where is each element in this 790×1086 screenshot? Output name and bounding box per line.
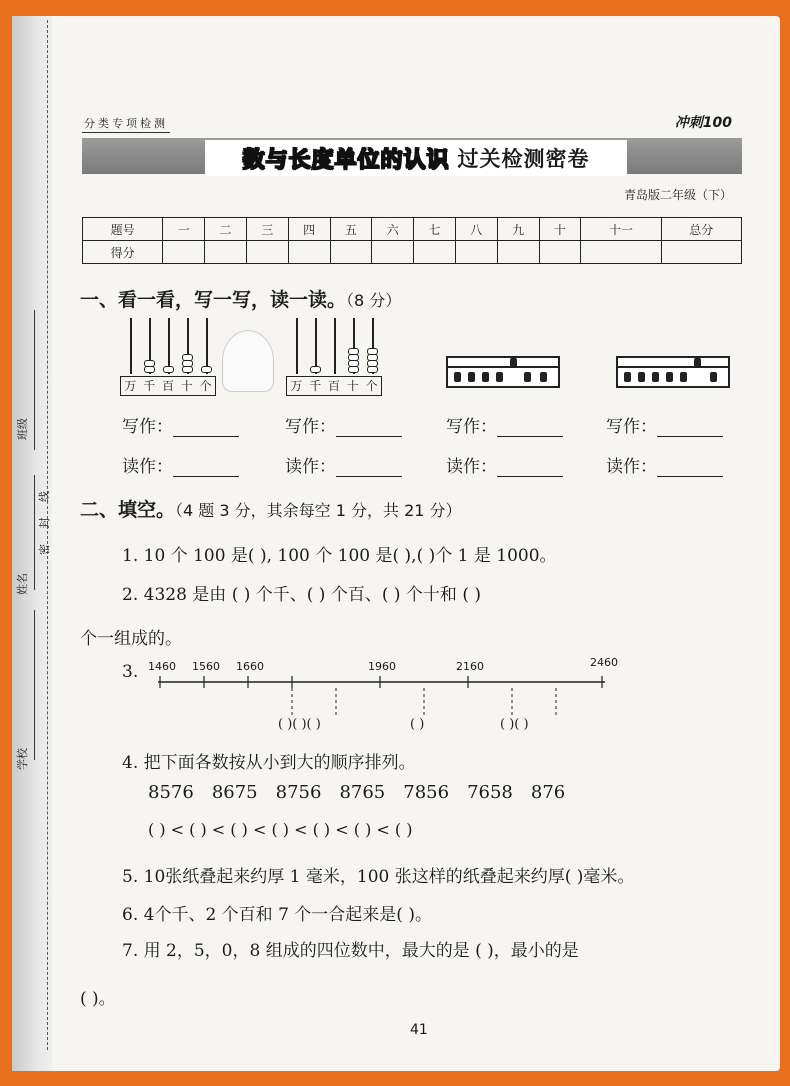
read-field-4[interactable] bbox=[606, 452, 723, 477]
number-line-blank-2[interactable]: ( ) bbox=[410, 717, 425, 732]
soroban-2 bbox=[616, 356, 730, 388]
school-blank bbox=[34, 610, 35, 760]
question-2-line1: 2. 4328 是由 ( ) 个千、( ) 个百、( ) 个十和 ( ) bbox=[122, 585, 481, 605]
answer-blank[interactable] bbox=[657, 476, 723, 477]
edition-label: 青岛版二年级（下） bbox=[623, 188, 732, 202]
table-cell: 得分 bbox=[83, 241, 163, 264]
abacus-2 bbox=[286, 318, 382, 396]
place-label: 个 bbox=[199, 379, 212, 393]
number-line-blanks-1[interactable]: ( )( )( ) bbox=[278, 717, 321, 732]
answer-blank[interactable] bbox=[497, 476, 563, 477]
write-field-1[interactable] bbox=[122, 412, 239, 437]
table-cell: 十一 bbox=[581, 218, 661, 241]
write-label: 写作： bbox=[122, 417, 173, 437]
number-item: 8756 bbox=[275, 782, 322, 803]
write-label: 写作： bbox=[606, 417, 657, 437]
answer-blank[interactable] bbox=[173, 476, 239, 477]
table-cell: 四 bbox=[288, 218, 330, 241]
read-label: 读作： bbox=[285, 457, 336, 477]
tick-label: 1660 bbox=[236, 660, 264, 673]
place-label: 万 bbox=[124, 379, 137, 393]
score-input-cell[interactable] bbox=[330, 241, 372, 264]
write-label: 写作： bbox=[285, 417, 336, 437]
number-item: 7856 bbox=[403, 782, 450, 803]
score-input-cell[interactable] bbox=[661, 241, 741, 264]
score-input-cell[interactable] bbox=[205, 241, 247, 264]
tick-label: 1960 bbox=[368, 660, 396, 673]
score-input-cell[interactable] bbox=[163, 241, 205, 264]
school-label: 学校 bbox=[16, 748, 29, 770]
score-input-cell[interactable] bbox=[581, 241, 661, 264]
read-field-3[interactable] bbox=[446, 452, 563, 477]
name-label: 姓名 bbox=[16, 573, 29, 595]
score-input-cell[interactable] bbox=[246, 241, 288, 264]
place-label: 千 bbox=[309, 379, 322, 393]
class-label: 班级 bbox=[16, 418, 29, 440]
number-item: 7658 bbox=[467, 782, 513, 803]
number-item: 8765 bbox=[339, 782, 386, 803]
abacus-1 bbox=[120, 318, 216, 396]
place-label: 千 bbox=[143, 379, 156, 393]
abacus-2-base bbox=[286, 376, 382, 396]
category-badge: 分类专项检测 bbox=[82, 115, 170, 133]
table-cell: 八 bbox=[455, 218, 497, 241]
score-input-cell[interactable] bbox=[455, 241, 497, 264]
write-field-2[interactable] bbox=[285, 412, 402, 437]
answer-blank[interactable] bbox=[497, 436, 563, 437]
table-cell: 总分 bbox=[661, 218, 741, 241]
write-field-4[interactable] bbox=[606, 412, 723, 437]
q4-numbers bbox=[148, 782, 565, 803]
name-blank bbox=[34, 475, 35, 590]
score-input-cell[interactable] bbox=[539, 241, 581, 264]
table-cell: 题号 bbox=[83, 218, 163, 241]
number-item: 8576 bbox=[148, 782, 194, 803]
cartoon-girl-image bbox=[222, 330, 274, 392]
class-blank bbox=[34, 310, 35, 450]
score-table bbox=[82, 217, 742, 264]
section1-title bbox=[80, 285, 401, 312]
score-table-score-row bbox=[83, 241, 742, 264]
question-2-line2: 个一组成的。 bbox=[80, 629, 182, 649]
title-sub: 过关检测密卷 bbox=[457, 147, 590, 171]
table-cell: 六 bbox=[372, 218, 414, 241]
answer-blank[interactable] bbox=[657, 436, 723, 437]
score-input-cell[interactable] bbox=[372, 241, 414, 264]
soroban-1 bbox=[446, 356, 560, 388]
table-cell: 二 bbox=[205, 218, 247, 241]
place-label: 百 bbox=[327, 379, 340, 393]
table-cell: 三 bbox=[246, 218, 288, 241]
table-cell: 九 bbox=[497, 218, 539, 241]
answer-blank[interactable] bbox=[173, 436, 239, 437]
section1-points: （8 分） bbox=[346, 291, 402, 310]
read-label: 读作： bbox=[122, 457, 173, 477]
read-label: 读作： bbox=[606, 457, 657, 477]
place-label: 百 bbox=[161, 379, 174, 393]
question-1: 1. 10 个 100 是( ), 100 个 100 是( ),( )个 1 是 1000。 bbox=[122, 546, 557, 566]
section2-title bbox=[80, 495, 462, 522]
write-field-3[interactable] bbox=[446, 412, 563, 437]
score-input-cell[interactable] bbox=[288, 241, 330, 264]
table-cell: 七 bbox=[414, 218, 456, 241]
number-item: 8675 bbox=[211, 782, 258, 803]
brand-logo: 冲刺100 bbox=[674, 115, 732, 131]
read-field-1[interactable] bbox=[122, 452, 239, 477]
read-field-2[interactable] bbox=[285, 452, 402, 477]
place-label: 十 bbox=[346, 379, 359, 393]
section2-points: （4 题 3 分，其余每空 1 分，共 21 分） bbox=[175, 501, 462, 520]
place-label: 万 bbox=[290, 379, 303, 393]
table-cell: 十 bbox=[539, 218, 581, 241]
tick-label: 2160 bbox=[456, 660, 484, 673]
table-cell: 一 bbox=[163, 218, 205, 241]
question-5: 5. 10张纸叠起来约厚 1 毫米，100 张这样的纸叠起来约厚( )毫米。 bbox=[122, 867, 635, 887]
section1-title-text: 一、看一看，写一写，读一读。 bbox=[80, 289, 347, 311]
abacus-1-base bbox=[120, 376, 216, 396]
score-table-header-row bbox=[83, 218, 742, 241]
question-6: 6. 4个千、2 个百和 7 个一合起来是( )。 bbox=[122, 905, 432, 925]
score-input-cell[interactable] bbox=[414, 241, 456, 264]
q4-order-blanks[interactable]: ( ) < ( ) < ( ) < ( ) < ( ) < ( ) < ( ) bbox=[148, 820, 413, 839]
question-3-label: 3. bbox=[122, 662, 139, 682]
page-number: 41 bbox=[410, 1022, 428, 1038]
score-input-cell[interactable] bbox=[497, 241, 539, 264]
title-main: 数与长度单位的认识 bbox=[242, 147, 450, 173]
seal-label: 密 封 线 bbox=[38, 485, 51, 555]
number-line-blanks-3[interactable]: ( )( ) bbox=[500, 717, 529, 732]
section2-title-text: 二、填空。 bbox=[80, 499, 176, 521]
read-label: 读作： bbox=[446, 457, 497, 477]
place-label: 十 bbox=[180, 379, 193, 393]
number-item: 876 bbox=[530, 782, 566, 803]
question-4: 4. 把下面各数按从小到大的顺序排列。 bbox=[122, 753, 416, 773]
question-7-line1: 7. 用 2，5，0，8 组成的四位数中，最大的是 ( )，最小的是 bbox=[122, 941, 579, 961]
place-label: 个 bbox=[365, 379, 378, 393]
answer-blank[interactable] bbox=[336, 436, 402, 437]
tick-label: 1560 bbox=[192, 660, 220, 673]
tick-label: 2460 bbox=[590, 656, 618, 669]
table-cell: 五 bbox=[330, 218, 372, 241]
answer-blank[interactable] bbox=[336, 476, 402, 477]
tick-label: 1460 bbox=[148, 660, 176, 673]
write-label: 写作： bbox=[446, 417, 497, 437]
question-7-line2: ( )。 bbox=[80, 989, 116, 1009]
title-box bbox=[205, 140, 627, 176]
